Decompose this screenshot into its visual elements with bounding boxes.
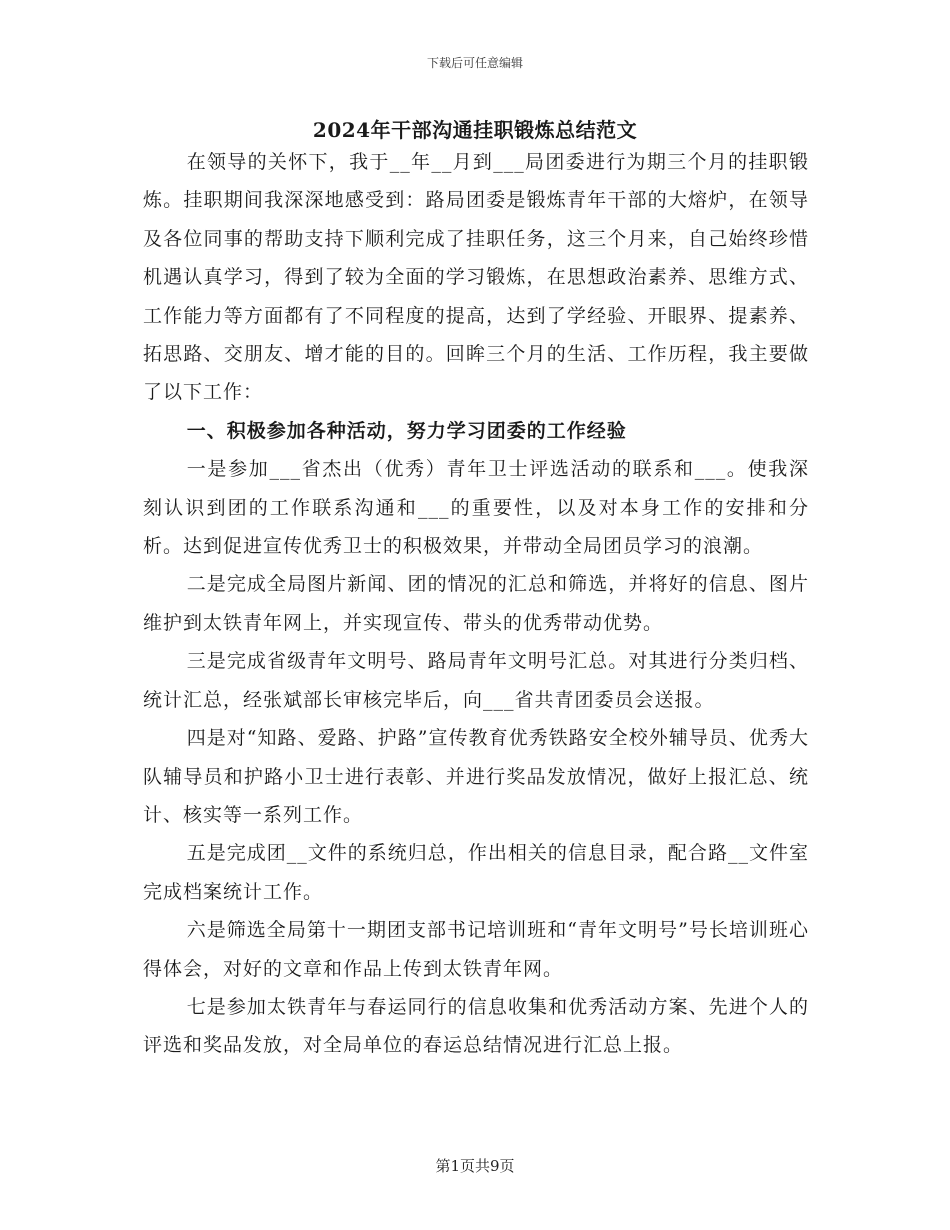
document-body	[143, 143, 809, 1065]
document-title: 2024年干部沟通挂职锻炼总结范文	[312, 118, 638, 142]
paragraph-item-4: 四是对“知路、爱路、护路”宣传教育优秀铁路安全校外辅导员、优秀大队辅导员和护路小卫士进行表彰、并进行奖品发放情况，做好上报汇总、统计、核实等一系列工作。	[143, 727, 809, 826]
page-number: 第1页共9页	[435, 1157, 515, 1175]
intro-paragraph: 在领导的关怀下，我于__年__月到___局团委进行为期三个月的挂职锻炼。挂职期间我深深地感受到：路局团委是锻炼青年干部的大熔炉，在领导及各位同事的帮助支持下顺利完成了挂职任务，这三个月来，自己始终珍惜机遇认真学习，得到了较为全面的学习锻炼，在思想政治素养、思维方式、工作能力等方面都有了不同程度的提高，达到了学经验、开眼界、提素养、拓思路、交朋友、增才能的目的。回眸三个月的生活、工作历程，我主要做了以下工作：	[143, 151, 809, 404]
paragraph-item-2: 二是完成全局图片新闻、团的情况的汇总和筛选，并将好的信息、图片维护到太铁青年网上，并实现宣传、带头的优秀带动优势。	[143, 573, 809, 634]
paragraph-item-1: 一是参加___省杰出（优秀）青年卫士评选活动的联系和___。使我深刻认识到团的工作联系沟通和___的重要性，以及对本身工作的安排和分析。达到促进宣传优秀卫士的积极效果，并带动全局团员学习的浪潮。	[143, 458, 809, 558]
paragraph-item-6: 六是筛选全局第十一期团支部书记培训班和“青年文明号”号长培训班心得体会，对好的文章和作品上传到太铁青年网。	[143, 919, 809, 980]
paragraph-item-5: 五是完成团__文件的系统归总，作出相关的信息目录，配合路__文件室完成档案统计工作。	[143, 842, 809, 903]
header-note: 下载后可任意编辑	[426, 56, 523, 70]
paragraph-item-7: 七是参加太铁青年与春运同行的信息收集和优秀活动方案、先进个人的评选和奖品发放，对全局单位的春运总结情况进行汇总上报。	[143, 995, 809, 1057]
paragraph-item-3: 三是完成省级青年文明号、路局青年文明号汇总。对其进行分类归档、统计汇总，经张斌部长审核完毕后，向___省共青团委员会送报。	[143, 650, 809, 711]
section-heading: 一、积极参加各种活动，努力学习团委的工作经验	[186, 419, 627, 442]
